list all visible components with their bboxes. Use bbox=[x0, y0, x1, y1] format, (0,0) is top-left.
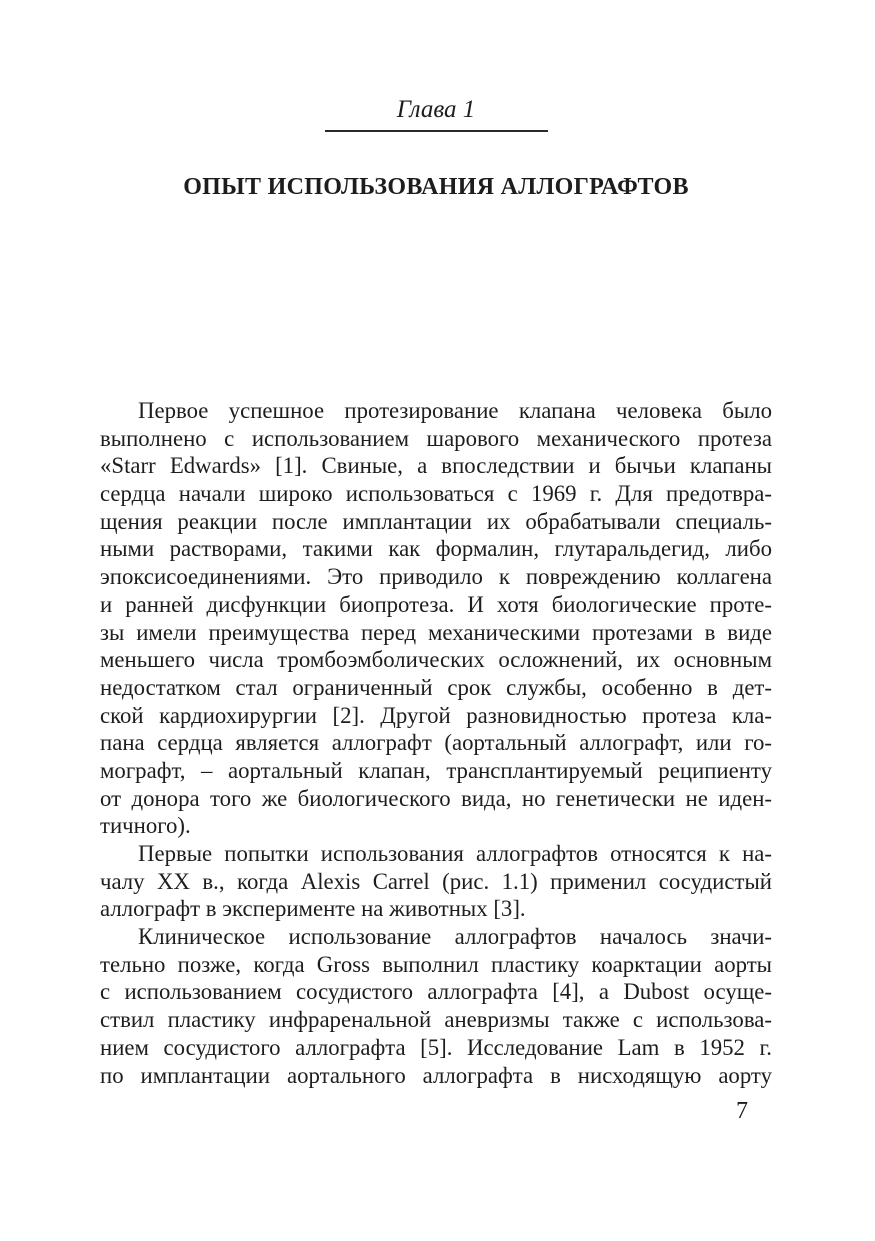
text-line: выполнено с использованием шарового механического протеза bbox=[100, 425, 772, 451]
text-line: эпоксисоединениями. Это приводило к повреждению коллагена bbox=[100, 564, 772, 590]
text-line: нием сосудистого аллографта [5]. Исследование Lam в 1952 г. bbox=[100, 1034, 772, 1060]
text-line: тельно позже, когда Gross выполнил пластику коарктации аорты bbox=[100, 951, 772, 977]
text-line: щения реакции после имплантации их обрабатывали специаль- bbox=[100, 508, 772, 534]
chapter-heading: Глава 1 bbox=[396, 96, 476, 123]
text-line: мографт, – аортальный клапан, трансплантируемый реципиенту bbox=[100, 757, 772, 783]
text-line: сердца начали широко использоваться с 1969 г. Для предотвра- bbox=[100, 481, 772, 507]
text-line: ствил пластику инфраренальной аневризмы также с использова- bbox=[100, 1007, 772, 1033]
text-line: ской кардиохирургии [2]. Другой разновидностью протеза кла- bbox=[100, 702, 772, 728]
text-line: по имплантации аортального аллографта в нисходящую аорту bbox=[100, 1062, 772, 1088]
page-number: 7 bbox=[736, 1098, 748, 1124]
text-line: «Starr Edwards» [1]. Свиные, а впоследствии и бычьи клапаны bbox=[100, 453, 772, 479]
text-line: с использованием сосудистого аллографта [4], а Dubost осуще- bbox=[100, 979, 772, 1005]
chapter-rule-divider bbox=[325, 130, 548, 132]
text-line: Первые попытки использования аллографтов относятся к на- bbox=[138, 841, 772, 866]
text-line: и ранней дисфункции биопротеза. И хотя биологические проте- bbox=[100, 591, 772, 617]
text-line: недостатком стал ограниченный срок службы, особенно в дет- bbox=[100, 674, 772, 700]
body-text bbox=[100, 397, 772, 1089]
text-line: пана сердца является аллографт (аортальный аллографт, или го- bbox=[100, 730, 772, 756]
text-line: аллографт в эксперименте на животных [3]. bbox=[100, 896, 526, 922]
text-line: ными растворами, такими как формалин, глутаральдегид, либо bbox=[100, 536, 772, 562]
text-line: чалу XX в., когда Alexis Carrel (рис. 1.1) применил сосудистый bbox=[100, 868, 772, 894]
text-line: от донора того же биологического вида, но генетически не иден- bbox=[100, 785, 772, 811]
text-line: Клиническое использование аллографтов началось значи- bbox=[138, 924, 772, 950]
page-title: ОПЫТ ИСПОЛЬЗОВАНИЯ АЛЛОГРАФТОВ bbox=[183, 174, 689, 200]
text-line: Первое успешное протезирование клапана человека было bbox=[138, 398, 772, 423]
text-line: тичного). bbox=[100, 813, 191, 839]
text-line: зы имели преимущества перед механическими протезами в виде bbox=[100, 619, 772, 645]
text-line: меньшего числа тромбоэмболических осложнений, их основным bbox=[100, 647, 772, 673]
